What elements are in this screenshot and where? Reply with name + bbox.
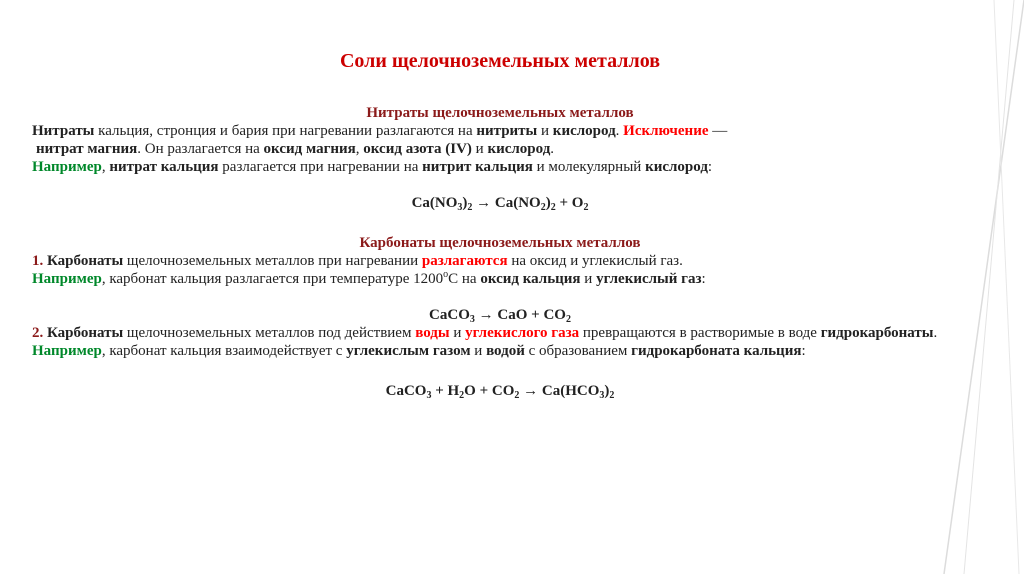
subscript: 2 (540, 202, 546, 213)
nitrates-paragraph-1 (32, 122, 968, 140)
formula-part: + O (555, 195, 584, 211)
text-run: гидрокарбонаты (820, 325, 934, 341)
formula-part: + H (431, 383, 460, 399)
text-run: кислород (645, 159, 708, 175)
carbonate-equation-1 (32, 306, 968, 324)
example-label: Например (32, 159, 102, 175)
formula-part: O + CO (464, 383, 515, 399)
subscript: 3 (469, 314, 475, 325)
superscript: о (443, 269, 449, 280)
text-run: С на (448, 271, 481, 287)
item-number: 2. (32, 325, 47, 341)
text-run: углекислым газом (346, 343, 471, 359)
text-run: Карбонаты (47, 253, 124, 269)
text-run: и (580, 271, 597, 287)
text-run: с образованием (524, 343, 632, 359)
subscript: 3 (426, 390, 432, 401)
carbonates-paragraph-4 (32, 342, 968, 360)
text-run: и молекулярный (532, 159, 646, 175)
text-run: гидрокарбоната кальция (631, 343, 802, 359)
formula-part: Ca(NO (494, 195, 541, 211)
text-run: оксид азота (IV) (363, 141, 472, 157)
formula-part: → Ca(HCO (519, 383, 600, 399)
nitrates-paragraph-3 (32, 158, 968, 176)
formula-part: ) (545, 195, 551, 211)
exception-label: Исключение (623, 123, 709, 139)
subscript: 2 (583, 202, 589, 213)
subscript: 3 (599, 390, 605, 401)
text-run: и (471, 141, 488, 157)
text-run: кальция, стронция и бария при нагревании разлагаются на (94, 123, 477, 139)
text-run: превращаются в растворимые в воде (579, 325, 821, 341)
carbonates-paragraph-2 (32, 270, 968, 288)
text-run: воды (415, 325, 450, 341)
subscript: 2 (459, 390, 465, 401)
text-run: . Он разлагается на (137, 141, 264, 157)
text-run: : (707, 159, 713, 175)
text-run: . (550, 141, 555, 157)
text-run: нитрат магния (36, 141, 138, 157)
text-run: щелочноземельных металлов под действием (123, 325, 416, 341)
subscript: 2 (565, 314, 571, 325)
nitrate-equation (32, 194, 968, 212)
text-run: , (101, 159, 110, 175)
formula-part: → CaO + CO (474, 307, 566, 323)
text-run: разлагается при нагревании на (218, 159, 423, 175)
example-label: Например (32, 271, 102, 287)
text-run: водой (486, 343, 525, 359)
formula-part: CaCO (385, 383, 427, 399)
text-run: , (355, 141, 364, 157)
text-run: кислород (487, 141, 551, 157)
text-run: Нитраты (32, 123, 95, 139)
formula-part: ) (462, 195, 468, 211)
text-run: оксид кальция (480, 271, 581, 287)
carbonates-paragraph-1 (32, 252, 968, 270)
arrow: → (472, 195, 495, 211)
text-run: : (801, 343, 806, 359)
carbonates-paragraph-3 (32, 324, 968, 342)
text-run: нитрат кальция (109, 159, 219, 175)
nitrates-heading: Нитраты щелочноземельных металлов (366, 105, 634, 121)
carbonate-equation-2 (32, 382, 968, 400)
subscript: 3 (457, 202, 463, 213)
text-run: нитриты (476, 123, 538, 139)
text-run: на оксид и углекислый газ. (507, 253, 683, 269)
example-label: Например (32, 343, 102, 359)
slide-content (32, 104, 968, 400)
formula-part: CaCO (429, 307, 470, 323)
text-run: и (470, 343, 487, 359)
text-run: . (615, 123, 624, 139)
text-run: нитрит кальция (422, 159, 533, 175)
subscript: 2 (514, 390, 520, 401)
formula-part: ) (604, 383, 610, 399)
text-run: и (449, 325, 466, 341)
text-run: углекислый газ (596, 271, 702, 287)
slide-title: Соли щелочноземельных металлов (339, 50, 661, 72)
carbonates-heading: Карбонаты щелочноземельных металлов (359, 235, 641, 251)
subscript: 2 (467, 202, 473, 213)
text-run: и (537, 123, 553, 139)
text-run: щелочноземельных металлов при нагревании (123, 253, 422, 269)
text-run: углекислого газа (465, 325, 580, 341)
text-run: Карбонаты (47, 325, 124, 341)
text-run: , карбонат кальция взаимодействует с (101, 343, 347, 359)
text-run: оксид магния (263, 141, 356, 157)
subscript: 2 (609, 390, 615, 401)
text-run: разлагаются (421, 253, 508, 269)
nitrates-paragraph-2 (32, 140, 968, 158)
text-run: . (933, 325, 938, 341)
item-number: 1. (32, 253, 47, 269)
text-run: : (701, 271, 706, 287)
text-run: , карбонат кальция разлагается при температуре 1200 (101, 271, 444, 287)
text-run: кислород (552, 123, 616, 139)
formula-part: Ca(NO (411, 195, 458, 211)
subscript: 2 (550, 202, 556, 213)
text-run: — (708, 123, 728, 139)
